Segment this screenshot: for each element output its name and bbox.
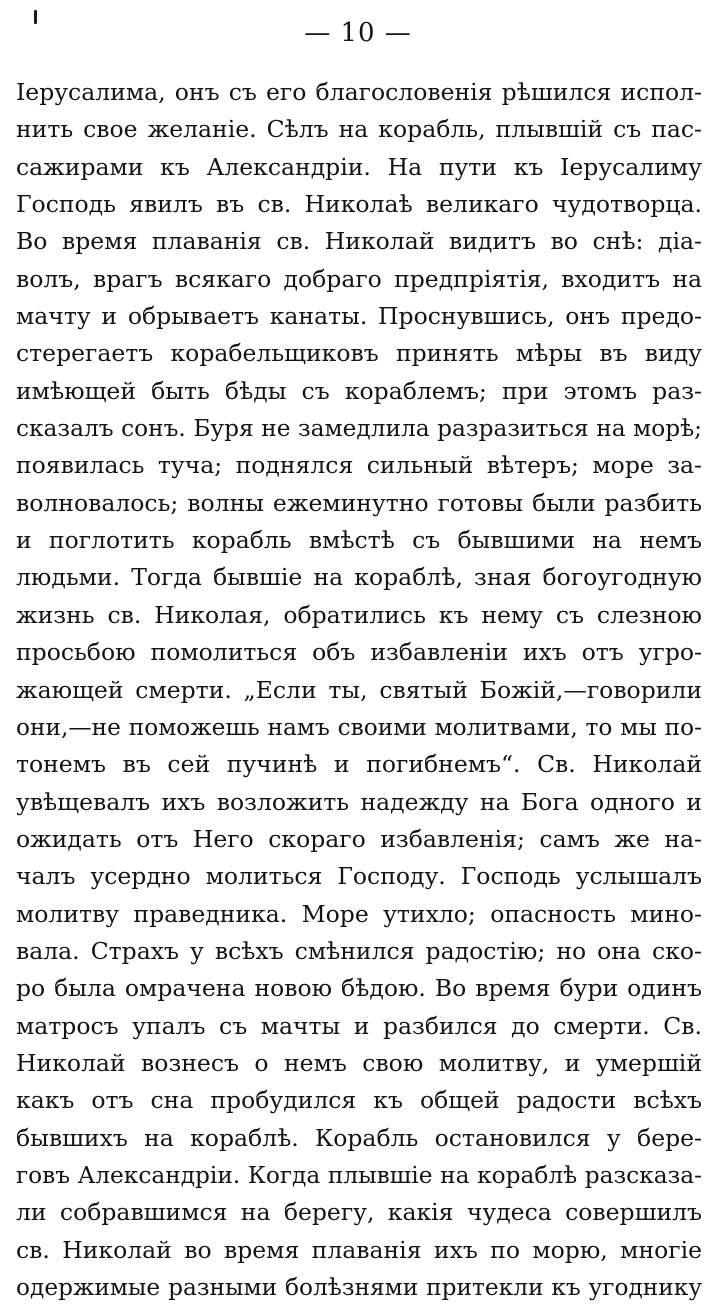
text-line: и поглотить корабль вмѣстѣ съ бывшими на немъ xyxy=(16,526,702,555)
text-line: ожидать отъ Него скораго избавленія; самъ же на- xyxy=(16,824,702,853)
text-line: тонемъ въ сей пучинѣ и погибнемъ“. Св. Николай xyxy=(16,750,702,779)
text-line: увѣщевалъ ихъ возложить надежду на Бога одного и xyxy=(16,787,702,816)
page-number: — 10 — xyxy=(304,18,412,48)
text-line: Во время плаванія св. Николай видитъ во снѣ: діа- xyxy=(16,227,702,256)
text-line: св. Николай во время плаванія ихъ по морю, многіе xyxy=(16,1235,702,1264)
text-line: нить свое желаніе. Сѣлъ на корабль, плывшій съ пас- xyxy=(16,115,702,144)
text-line: Іерусалима, онъ съ его благословенія рѣшился испол- xyxy=(16,78,702,106)
text-line: какъ отъ сна пробудился къ общей радости всѣхъ xyxy=(16,1086,702,1115)
text-line: появилась туча; поднялся сильный вѣтеръ; море за- xyxy=(16,451,702,480)
text-line: волновалось; волны ежеминутно готовы были разбить xyxy=(16,488,702,517)
text-line: ли собравшимся на берегу, какія чудеса совершилъ xyxy=(16,1198,702,1227)
text-line: просьбою помолиться объ избавленіи ихъ отъ угро- xyxy=(16,638,702,667)
text-line: они,—не поможешь намъ своими молитвами, то мы по- xyxy=(16,713,702,741)
text-line: ро была омрачена новою бѣдою. Во время бури одинъ xyxy=(16,974,702,1003)
text-line: одержимые разными болѣзнями притекли къ угоднику xyxy=(16,1274,702,1301)
text-line: Господь явилъ въ св. Николаѣ великаго чудотворца. xyxy=(16,190,702,219)
text-line: молитву праведника. Море утихло; опасность мино- xyxy=(16,899,702,928)
text-line: стерегаетъ корабельщиковъ принять мѣры въ виду xyxy=(16,339,702,368)
text-line: людьми. Тогда бывшіе на кораблѣ, зная богоугодную xyxy=(16,563,702,592)
text-line: матросъ упалъ съ мачты и разбился до смерти. Св. xyxy=(16,1011,702,1040)
text-line: волъ, врагъ всякаго добраго предпріятія, входитъ на xyxy=(16,264,702,293)
text-line: жающей смерти. „Если ты, святый Божій,—говорили xyxy=(16,675,702,704)
text-line: вала. Страхъ у всѣхъ смѣнился радостію; но она ско- xyxy=(16,936,702,965)
text-line: имѣющей быть бѣды съ кораблемъ; при этомъ раз- xyxy=(16,376,702,405)
body-text xyxy=(16,74,702,1306)
text-line: мачту и обрываетъ канаты. Проснувшись, онъ предо- xyxy=(16,302,702,331)
text-line: говъ Александріи. Когда плывшіе на кораблѣ разсказа- xyxy=(16,1161,702,1189)
text-line: Николай вознесъ о немъ свою молитву, и умершій xyxy=(16,1048,702,1077)
text-line: чалъ усердно молиться Господу. Господь услышалъ xyxy=(16,862,702,891)
text-line: сажирами къ Александріи. На пути къ Іерусалиму xyxy=(16,152,702,181)
text-line: жизнь св. Николая, обратились къ нему съ слезною xyxy=(16,600,702,629)
text-line: бывшихъ на кораблѣ. Корабль остановился у бере- xyxy=(16,1123,702,1152)
text-line: сказалъ сонъ. Буря не замедлила разразиться на морѣ; xyxy=(16,415,702,443)
